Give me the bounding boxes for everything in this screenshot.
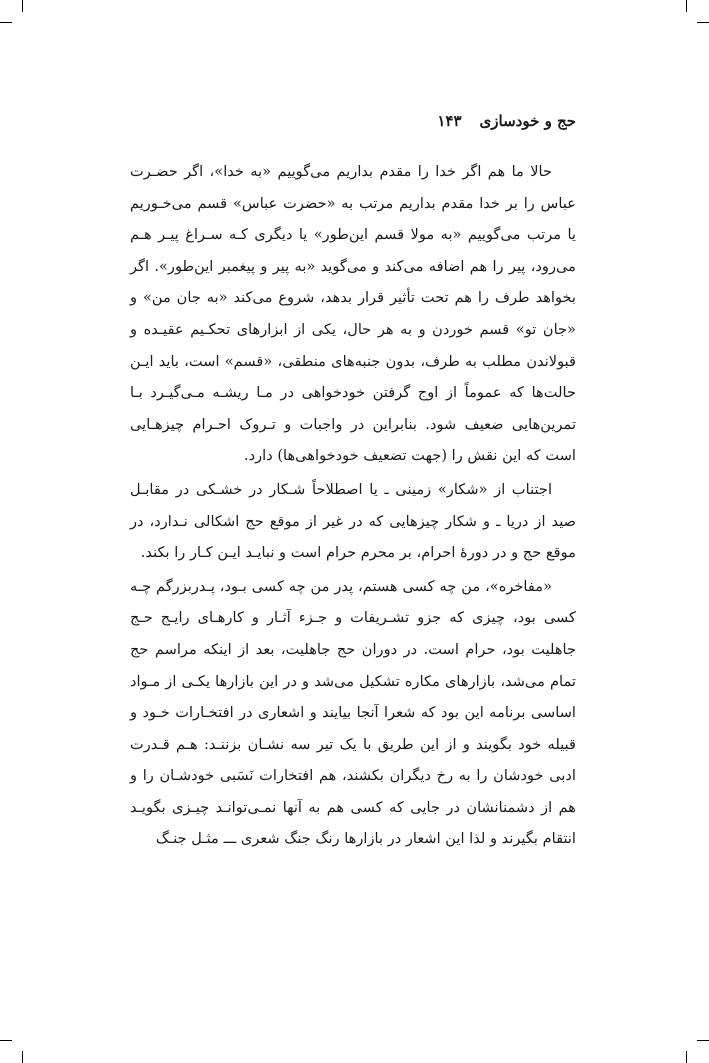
body-text bbox=[130, 156, 576, 855]
crop-mark-top-right-vertical bbox=[686, 0, 687, 12]
running-title: حج و خودسازی bbox=[479, 112, 576, 130]
crop-mark-top-left-horizontal bbox=[0, 22, 12, 23]
crop-mark-bottom-right-vertical bbox=[686, 1051, 687, 1063]
crop-mark-top-right-horizontal bbox=[697, 22, 709, 23]
crop-mark-bottom-left-vertical bbox=[22, 1051, 23, 1063]
crop-mark-top-left-vertical bbox=[22, 0, 23, 12]
paragraph-hunting: اجتناب از «شکار» زمینی ـ یا اصطلاحاً شـکار در خشـکی در مقابـل صید از دریا ـ و شکار چیزهایی که در غیر از موقع حج اشکالی نـدارد، در موقع حج و در دورۀ احرام، بر محرم حرام است و نبایـد ایـن کـار را بکند. bbox=[130, 480, 576, 562]
page-number: ۱۴۳ bbox=[437, 112, 462, 130]
crop-mark-bottom-left-horizontal bbox=[0, 1040, 12, 1041]
crop-mark-bottom-right-horizontal bbox=[697, 1040, 709, 1041]
running-head bbox=[130, 108, 576, 134]
paragraph-boasting: «مفاخره»، من چه کسی هستم، پدر من چه کسی بـود، پـدربزرگم چـه کسی بود، چیزی که جزو تشـریفات و جـزء آثـار و کارهـای رایـج حـج جاهلیت بود، حرام است. در دوران حج جاهلیت، بعد از اینکه مراسم حج تمام می‌شد، بازارهای مکاره تشکیل می‌شد و در این بازارها یکـی از مـواد اساسی برنامه این بود که شعرا آنجا بیایند و اشعاری در افتخـارات خـود و قبیله خود بگویند و از این طریق با یک تیر سه نشـان بزننـد: هـم قـدرت ادبی خودشان را به رخ دیگران بکشند، هم افتخارات نَسَبی خودشـان را و هم از دشمنانشان در جایی که کسی هم به آنها نمـی‌توانـد چیـزی بگویـد انتقام بگیرند و لذا این اشعار در بازارها رنگ جنگ شعری ـــ مثـل جنـگ bbox=[130, 577, 576, 848]
book-page bbox=[130, 108, 576, 1008]
paragraph-oaths: حالا ما هم اگر خدا را مقدم بداریم می‌گوییم «به خدا»، اگر حضـرت عباس را بر خدا مقدم بداریم مرتب به «حضرت عباس» قسم می‌خـوریم یا مرتب می‌گوییم «به مولا قسم این‌طور» یا دیگری کـه سـراغ پیـر هـم می‌رود، پیر را هم اضافه می‌کند و می‌گوید «به پیر و پیغمبر این‌طور». اگر بخواهد طرف را هم تحت تأثیر قرار بدهد، شروع می‌کند «به جان من» و «جان تو» قسم خوردن و به هر حال، یکی از ابزارهای تحکـیم عقیـده و قبولاندن مطلب به طرف، بدون جنبه‌های منطقی، «قسم» است، باید ایـن حالت‌ها که عموماً از اوج گرفتن خودخواهی در مـا ریشـه مـی‌گیـرد بـا تمرین‌هایی ضعیف شود. بنابراین در واجبات و تـروک احـرام چیزهـایی است که این نقش را (جهت تضعیف خودخواهی‌ها) دارد. bbox=[130, 163, 576, 465]
